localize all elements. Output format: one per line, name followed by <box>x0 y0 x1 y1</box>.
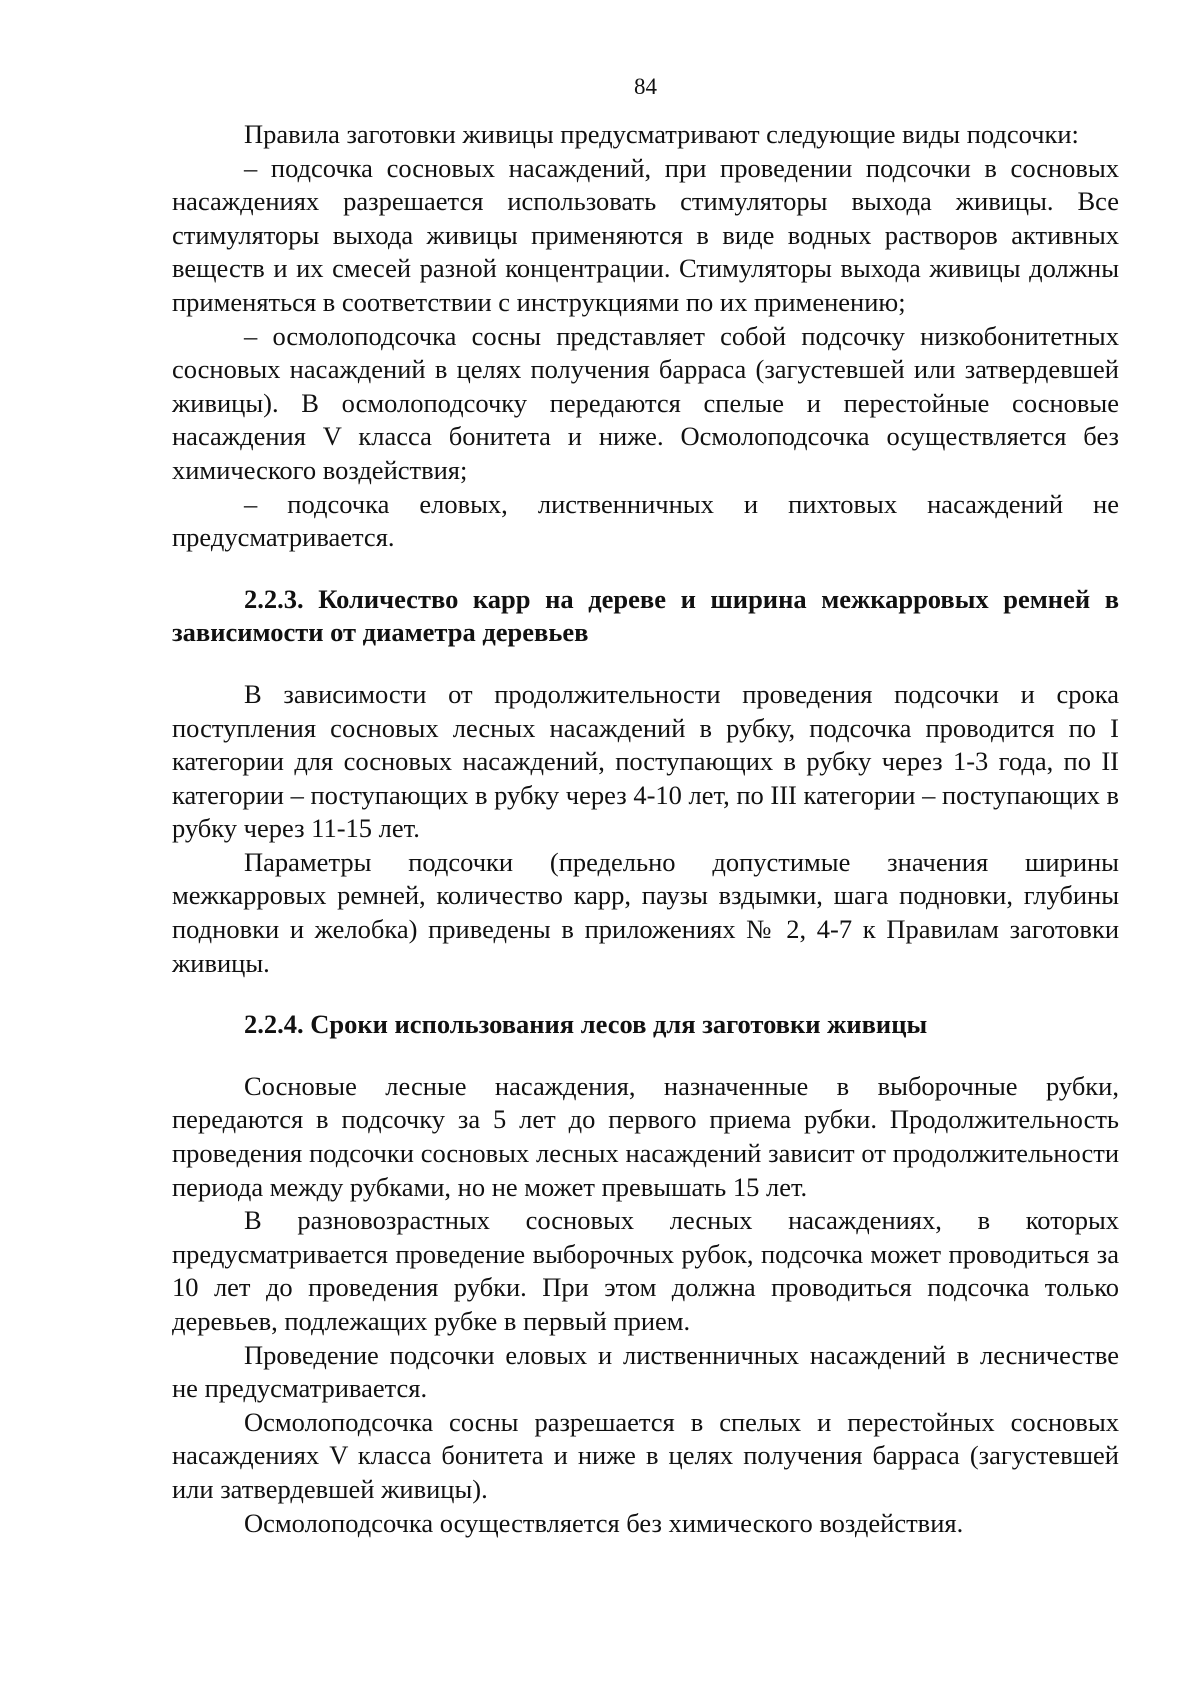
page-number: 84 <box>634 74 657 99</box>
section-heading-2-2-4: 2.2.4. Сроки использования лесов для заготовки живицы <box>244 1009 928 1040</box>
section-2-2-4-paragraph: Сосновые лесные насаждения, назначенные в выборочные рубки, передаются в подсочку за 5 лет до первого приема рубки. Продолжительность проведения подсочки сосновых лесных насаждений зависит от продолжительности периода между рубками, но не может превышать 15 лет. <box>172 1070 1119 1202</box>
intro-paragraph: Правила заготовки живицы предусматривают следующие виды подсочки: <box>244 119 1079 149</box>
section-heading-2-2-3: 2.2.3. Количество карр на дереве и ширина межкарровых ремней в зависимости от диаметра деревьев <box>172 583 1119 648</box>
list-item-pine-tapping: – подсочка сосновых насаждений, при проведении подсочки в сосновых насаждениях разрешается использовать стимуляторы выхода живицы. Все стимуляторы выхода живицы применяются в виде водных растворов активных веществ и их смесей разной концентрации. Стимуляторы выхода живицы должны применяться в соответствии с инструкциями по их применению; <box>172 152 1119 317</box>
section-2-2-4-paragraph: Осмолоподсочка осуществляется без химического воздействия. <box>244 1507 964 1538</box>
section-2-2-4-paragraph: Осмолоподсочка сосны разрешается в спелых и перестойных сосновых насаждениях V класса бонитета и ниже в целях получения барраса (загустевшей или затвердевшей живицы). <box>172 1406 1119 1504</box>
section-2-2-4-paragraph: Проведение подсочки еловых и лиственничных насаждений в лесничестве не предусматривается. <box>172 1339 1119 1404</box>
section-2-2-3-paragraph: В зависимости от продолжительности проведения подсочки и срока поступления сосновых лесных насаждений в рубку, подсочка проводится по I категории для сосновых насаждений, поступающих в рубку через 1-3 года, по II категории – поступающих в рубку через 4-10 лет, по III категории – поступающих в рубку через 11-15 лет. <box>172 678 1120 844</box>
list-item-spruce-larch-fir: – подсочка еловых, лиственничных и пихтовых насаждений не предусматривается. <box>172 488 1119 553</box>
list-item-resin-tapping: – осмолоподсочка сосны представляет собой подсочку низкобонитетных сосновых насаждений в целях получения барраса (загустевшей или затвердевшей живицы). В осмолоподсочку передаются спелые и перестойные сосновые насаждения V класса бонитета и ниже. Осмолоподсочка осуществляется без химического воздействия; <box>172 320 1119 485</box>
section-2-2-4-paragraph: В разновозрастных сосновых лесных насаждениях, в которых предусматривается проведение выборочных рубок, подсочка может проводиться за 10 лет до проведения рубки. При этом должна проводиться подсочка только деревьев, подлежащих рубке в первый прием. <box>172 1205 1119 1336</box>
section-2-2-3-paragraph: Параметры подсочки (предельно допустимые значения ширины межкарровых ремней, количество карр, паузы вздымки, шага подновки, глубины подновки и желобка) приведены в приложениях № 2, 4-7 к Правилам заготовки живицы. <box>172 846 1119 978</box>
document-body <box>172 118 1119 1540</box>
